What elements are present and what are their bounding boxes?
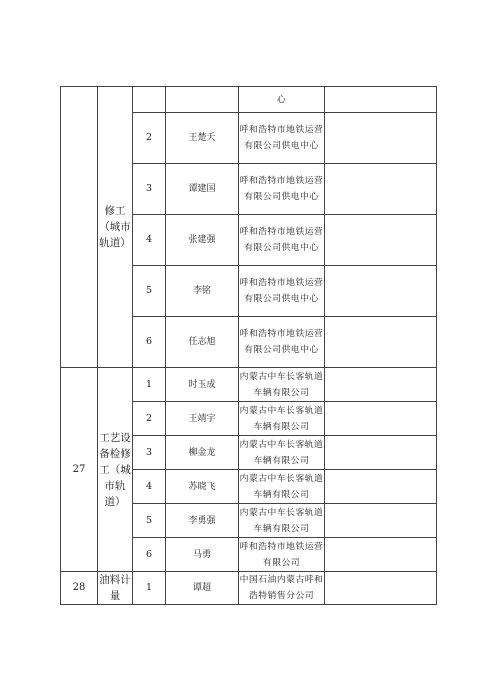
name-cell: 谭超 [166,572,239,605]
table-row [61,368,437,402]
index-cell: 1 [133,572,166,605]
unit-cell: 内蒙古中车长客轨道车辆有限公司 [239,470,325,504]
note-cell [325,436,437,470]
category-cell: 工艺设备检修工（城市轨道） [98,368,133,572]
row-number-cell: 27 [61,368,98,572]
note-cell [325,572,437,605]
index-cell: 2 [133,113,166,164]
row-number-cell: 28 [61,572,98,605]
note-cell [325,215,437,266]
unit-cell: 心 [239,87,325,113]
table-row [61,572,437,605]
index-cell: 4 [133,215,166,266]
category-cell: 油料计量 [98,572,133,605]
unit-cell: 呼和浩特市地铁运营有限公司供电中心 [239,164,325,215]
name-cell: 马勇 [166,538,239,572]
note-cell [325,368,437,402]
unit-cell: 呼和浩特市地铁运营有限公司供电中心 [239,215,325,266]
name-cell: 李铭 [166,266,239,317]
note-cell [325,470,437,504]
index-cell: 5 [133,504,166,538]
personnel-table [60,86,437,605]
index-cell: 4 [133,470,166,504]
name-cell: 任志旭 [166,317,239,368]
index-cell: 5 [133,266,166,317]
index-cell: 1 [133,368,166,402]
index-cell: 6 [133,538,166,572]
index-cell: 3 [133,436,166,470]
index-cell [133,87,166,113]
index-cell: 2 [133,402,166,436]
category-cell: 修工（城市轨道） [98,87,133,368]
name-cell: 张建强 [166,215,239,266]
name-cell: 苏晓飞 [166,470,239,504]
unit-cell: 内蒙古中车长客轨道车辆有限公司 [239,402,325,436]
name-cell: 王楚夭 [166,113,239,164]
note-cell [325,504,437,538]
unit-cell: 内蒙古中车长客轨道车辆有限公司 [239,368,325,402]
name-cell: 谭建国 [166,164,239,215]
table-row [61,87,437,113]
note-cell [325,402,437,436]
note-cell [325,113,437,164]
unit-cell: 内蒙古中车长客轨道车辆有限公司 [239,504,325,538]
name-cell: 柳金龙 [166,436,239,470]
name-cell: 李勇强 [166,504,239,538]
unit-cell: 呼和浩特市地铁运营有限公司供电中心 [239,317,325,368]
note-cell [325,317,437,368]
note-cell [325,164,437,215]
name-cell: 时玉成 [166,368,239,402]
index-cell: 3 [133,164,166,215]
unit-cell: 呼和浩特市地铁运营有限公司供电中心 [239,113,325,164]
index-cell: 6 [133,317,166,368]
note-cell [325,266,437,317]
name-cell [166,87,239,113]
note-cell [325,87,437,113]
row-number-cell [61,87,98,368]
unit-cell: 内蒙古中车长客轨道车辆有限公司 [239,436,325,470]
note-cell [325,538,437,572]
unit-cell: 呼和浩特市地铁运营有限公司供电中心 [239,266,325,317]
name-cell: 王靖宇 [166,402,239,436]
unit-cell: 中国石油内蒙古呼和浩特销售分公司 [239,572,325,605]
unit-cell: 呼和浩特市地铁运营有限公司 [239,538,325,572]
